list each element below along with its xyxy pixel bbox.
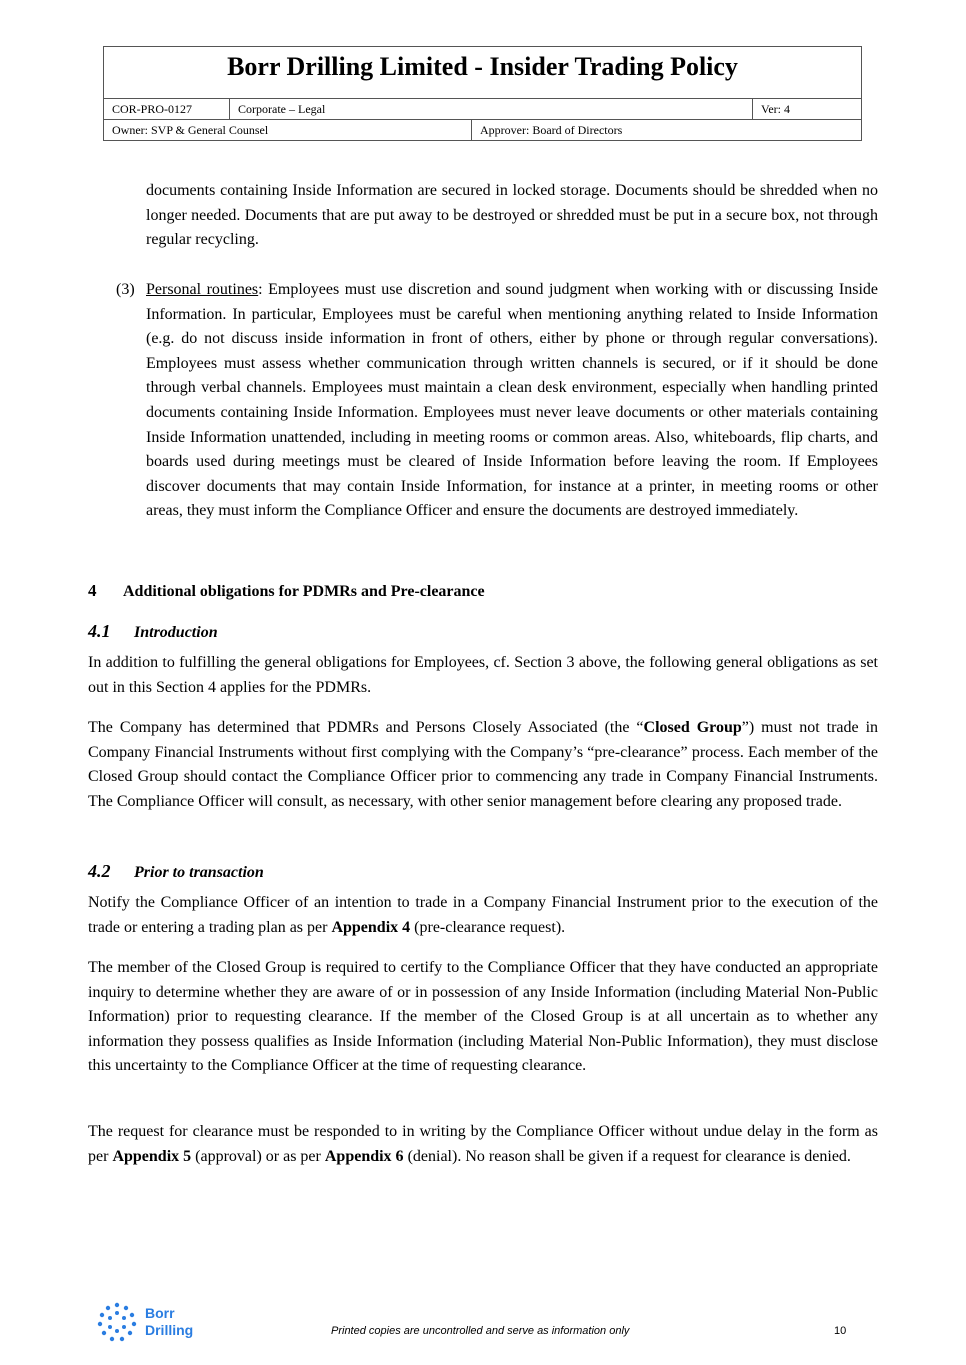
paragraph: Notify the Compliance Officer of an intention to trade in a Company Financial Instrument prior to the execution of the trade or entering a trading plan as per Appendix 4 (pre-clearance request). (88, 894, 878, 936)
section-4-1-heading (88, 621, 218, 642)
section-title: Additional obligations for PDMRs and Pre-clearance (123, 583, 485, 600)
document-header (103, 46, 862, 141)
approver: Approver: Board of Directors (480, 123, 623, 137)
borr-drilling-logo: Borr Drilling (97, 1302, 193, 1342)
logo-mark-icon (97, 1302, 137, 1342)
item-personal-routines (146, 278, 878, 524)
section-4-heading (88, 581, 485, 601)
item-text: : Employees must use discretion and sound judgment when working with or discussing Inside Information. In particular, Employees must be careful when mentioning anything related to Inside Information (e.g. do not discuss inside information in front of others, either by phone or through regular conversations). Employees must assess whether communication through written channels is secured, or if it should be done through verbal channels. Employees must maintain a clean desk environment, especially when handling printed documents containing Inside Information. Employees must never leave documents or other materials containing Inside Information unattended, including in meeting rooms or common areas. Also, whiteboards, flip charts, and boards used during meetings must be cleared of Inside Information before leaving the room. If Employees discover documents that may contain Inside Information, for instance at a printer, in meeting rooms or other areas, they must inform the Compliance Officer and ensure the documents are destroyed immediately. (146, 281, 879, 520)
section-4-2-heading (88, 861, 264, 882)
section-title: Prior to transaction (134, 864, 264, 881)
document-title: Borr Drilling Limited - Insider Trading Policy (104, 47, 861, 99)
page-number: 10 (834, 1325, 847, 1337)
item-label: Personal routines (146, 281, 259, 298)
paragraph: The request for clearance must be responded to in writing by the Compliance Officer without undue delay in the form as per Appendix 5 (approval) or as per Appendix 6 (denial). No reason shall be given if a request for clearance is denied. (88, 1123, 878, 1165)
paragraph: The Company has determined that PDMRs and Persons Closely Associated (the “Closed Group”) must not trade in Company Financial Instruments without first complying with the Company’s “pre-clearance” process. Each member of the Closed Group should contact the Compliance Officer prior to commencing any trade in Company Financial Instruments. The Compliance Officer will consult, as necessary, with other senior management before clearing any proposed trade. (88, 719, 879, 810)
version: Ver: 4 (761, 102, 790, 116)
document-id: COR-PRO-0127 (104, 99, 230, 119)
paragraph: The member of the Closed Group is required to certify to the Compliance Officer that they have conducted an appropriate inquiry to determine whether they are aware of or in possession of any Inside Information (including Material Non-Public Information) prior to requesting clearance. If the member of the Closed Group is at all uncertain as to whether any information they possess qualifies as Inside Information (including Material Non-Public Information), they must disclose this uncertainty to the Compliance Officer at the time of requesting clearance. (88, 959, 878, 1075)
section-number: 4.1 (88, 621, 111, 641)
paragraph: In addition to fulfilling the general obligations for Employees, cf. Section 3 above, the following general obligations as set out in this Section 4 applies for the PDMRs. (88, 654, 878, 696)
paragraph-continued: documents containing Inside Information are secured in locked storage. Documents should be shredded when no longer needed. Documents that are put away to be destroyed or shredded must be put in a secure box, not through regular recycling. (146, 182, 878, 249)
department: Corporate – Legal (230, 99, 753, 119)
footer-note: Printed copies are uncontrolled and serve as information only (331, 1325, 630, 1337)
section-title: Introduction (134, 624, 218, 641)
section-number: 4.2 (88, 861, 111, 881)
item-number: (3) (116, 281, 135, 298)
owner: Owner: SVP & General Counsel (104, 120, 472, 140)
section-number: 4 (88, 581, 97, 600)
